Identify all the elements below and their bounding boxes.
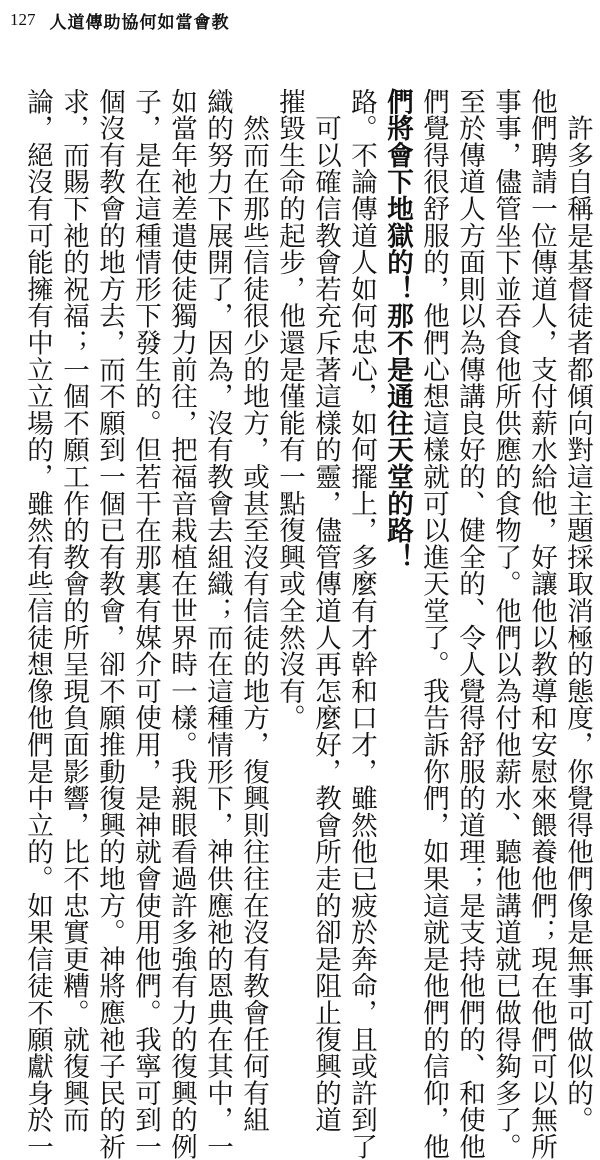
page-header: [10, 8, 230, 32]
text-column-8: 可以確信教會若充斥著這樣的靈，儘管傳道人再怎麼好，教會所走的卻是阻止復興的道: [310, 88, 341, 1134]
text-column-6: 們將會下地獄的！那不是通往天堂的路！: [382, 88, 413, 571]
text-column-11: 織的努力下展開了，因為，沒有教會去組織；而在這種情形下，神供應祂的恩典在其中，一: [202, 88, 233, 1160]
text-column-13: 子，是在這種情形下發生的。但若干在那裏有媒介可使用，是神就會使用他們。我寧可到一: [130, 88, 161, 1160]
text-column-12: 如當年祂差遣使徒獨力前往，把福音栽植在世界時一樣。我親眼看過許多強有力的復興的例: [166, 88, 197, 1160]
text-column-15: 求，而賜下祂的祝福；一個不願工作的教會的所呈現負面影響，比不忠實更糟。就復興而: [58, 88, 89, 1134]
running-title: 人道傳助協何如當會教: [49, 12, 230, 33]
text-column-4: 至於傳道人方面則以為傳講良好的、健全的、令人覺得舒服的道理；是支持他們的、和使他: [454, 88, 485, 1160]
text-column-10: 然而在那些信徒很少的地方，或甚至沒有信徒的地方，復興則往往在沒有教會任何有組: [238, 88, 269, 1134]
text-body: [0, 88, 600, 1160]
text-column-7: 路。不論傳道人如何忠心，如何擺上，多麼有才幹和口才，雖然他已疲於奔命，且或許到了: [346, 88, 377, 1160]
text-column-2: 他們聘請一位傳道人，支付薪水給他，好讓他以教導和安慰來餵養他們；現在他們可以無所: [526, 88, 557, 1160]
text-column-3: 事事，儘管坐下並吞食他所供應的食物了。他們以為付他薪水、聽他講道就已做得夠多了。: [490, 88, 521, 1160]
text-column-1: 許多自稱是基督徒者都傾向對這主題採取消極的態度，你覺得他們像是無事可做似的。: [562, 88, 593, 1134]
text-column-5: 們覺得很舒服的，他們心想這樣就可以進天堂了。我告訴你們，如果這就是他們的信仰，他: [418, 88, 449, 1160]
text-column-14: 個沒有教會的地方去，而不願到一個已有教會，卻不願推動復興的地方。神將應祂子民的祈: [94, 88, 125, 1160]
text-column-9: 摧毀生命的起步，他還是僅能有一點復興或全然沒有。: [274, 88, 305, 732]
page-number: 127: [10, 10, 36, 29]
text-column-16: 論，絕沒有可能擁有中立立場的，雖然有些信徒想像他們是中立的。如果信徒不願獻身於一: [22, 88, 53, 1160]
